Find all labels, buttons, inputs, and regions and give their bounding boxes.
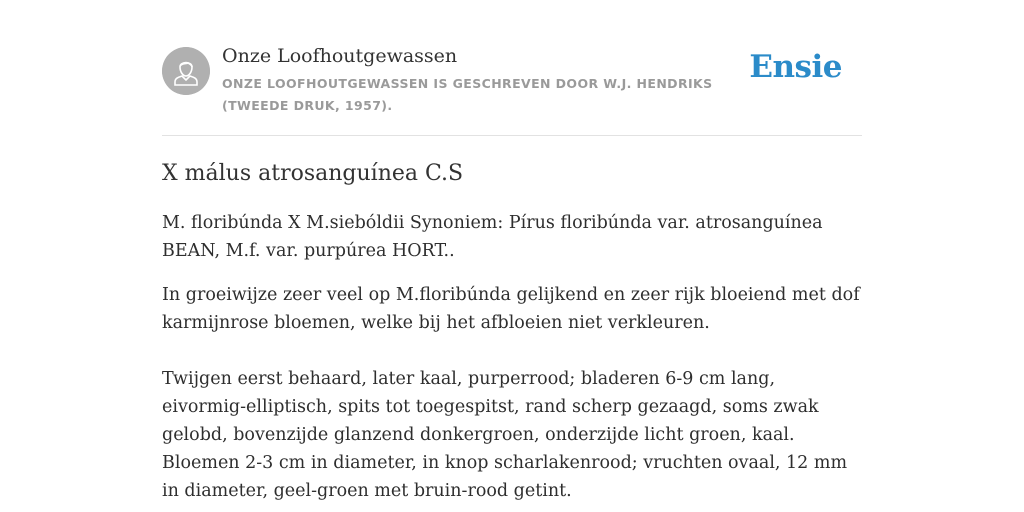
- article-title: X málus atrosanguínea C.S: [162, 161, 464, 186]
- author-header: [162, 44, 862, 136]
- user-icon: [162, 47, 210, 95]
- author-description: ONZE LOOFHOUTGEWASSEN IS GESCHREVEN DOOR W.J. HENDRIKS (TWEEDE DRUK, 1957).: [222, 76, 713, 113]
- article-content: [162, 157, 862, 512]
- article-paragraph-synonyms: M. floribúnda X M.siebóldii Synoniem: Pírus floribúnda var. atrosanguínea BEAN, M.f. var. purpúrea HORT..: [162, 213, 823, 261]
- header-divider: [162, 135, 862, 136]
- article-paragraph-description: Twijgen eerst behaard, later kaal, purperrood; bladeren 6-9 cm lang, eivormig-elliptisch, spits tot toegespitst, rand scherp gezaagd, soms zwak gelobd, bovenzijde glanzend donkergroen, onderzijde licht groen, kaal. Bloemen 2-3 cm in diameter, in knop scharlakenrood; vruchten ovaal, 12 mm in diameter, geel-groen met bruin-rood getint.: [162, 369, 848, 501]
- avatar[interactable]: [162, 47, 210, 95]
- author-name[interactable]: Onze Loofhoutgewassen: [222, 45, 458, 67]
- ensie-logo-link[interactable]: Ensie: [749, 49, 842, 85]
- article-paragraph-growth: In groeiwijze zeer veel op M.floribúnda gelijkend en zeer rijk bloeiend met dof karmijnrose bloemen, welke bij het afbloeien niet verkleuren.: [162, 285, 860, 333]
